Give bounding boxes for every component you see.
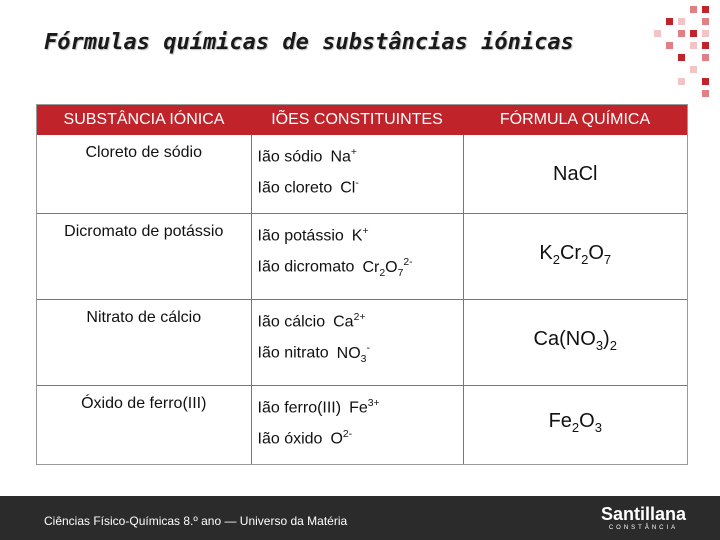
chemical-formula: NaCl xyxy=(463,135,687,214)
header-ions: IÕES CONSTITUINTES xyxy=(251,105,463,135)
ion-symbol: K xyxy=(351,227,363,245)
ion-line xyxy=(258,390,457,421)
ion-name: Ião cálcio xyxy=(257,313,326,331)
ion-charge: - xyxy=(366,343,370,355)
ion-charge: 2+ xyxy=(353,311,366,323)
ion-symbol: O xyxy=(330,430,343,448)
decorative-square xyxy=(690,6,697,13)
decorative-square xyxy=(678,30,685,37)
ion-line xyxy=(258,249,457,287)
ionic-substances-table xyxy=(36,104,688,465)
substance-name: Cloreto de sódio xyxy=(37,135,251,214)
ion-charge: 2- xyxy=(403,257,413,269)
slide-title: Fórmulas químicas de substâncias iónicas xyxy=(44,30,574,55)
decorative-square xyxy=(666,18,673,25)
header-formula: FÓRMULA QUÍMICA xyxy=(463,105,687,135)
constituent-ions xyxy=(251,135,463,214)
ion-name: Ião óxido xyxy=(257,430,323,448)
decorative-square xyxy=(678,78,685,85)
decorative-square xyxy=(690,66,697,73)
decorative-square xyxy=(702,42,709,49)
decorative-square xyxy=(654,30,661,37)
ion-name: Ião ferro(III) xyxy=(257,399,342,417)
ion-charge: + xyxy=(362,226,369,238)
decorative-square xyxy=(702,18,709,25)
ion-charge: - xyxy=(355,178,359,190)
table-header-row xyxy=(37,105,687,135)
ion-symbol: Fe xyxy=(349,399,368,417)
substance-name: Dicromato de potássio xyxy=(37,214,251,300)
decorative-square xyxy=(702,54,709,61)
table-row xyxy=(37,385,687,464)
ion-line xyxy=(258,139,457,170)
constituent-ions xyxy=(251,299,463,385)
ion-symbol: Cl xyxy=(340,179,356,197)
decorative-square xyxy=(690,42,697,49)
constituent-ions xyxy=(251,214,463,300)
footer-text: Ciências Físico-Químicas 8.º ano — Universo da Matéria xyxy=(44,514,348,528)
decorative-square xyxy=(666,42,673,49)
ion-line xyxy=(258,421,457,452)
decorative-square xyxy=(702,30,709,37)
ion-line xyxy=(258,170,457,201)
ion-line xyxy=(258,335,457,373)
ion-charge: 2- xyxy=(342,429,353,441)
chemical-formula: $Ca(NO_3)_2$ xyxy=(463,299,687,385)
decorative-square xyxy=(690,30,697,37)
table-row xyxy=(37,214,687,300)
decorative-square xyxy=(678,18,685,25)
ion-symbol: Na xyxy=(330,148,351,166)
ion-name: Ião nitrato xyxy=(257,344,329,362)
substance-name: Óxido de ferro(III) xyxy=(81,394,207,412)
ion-charge: + xyxy=(350,147,357,158)
decorative-squares xyxy=(614,6,714,101)
ion-name: Ião potássio xyxy=(257,227,344,245)
ion-charge: 3+ xyxy=(367,397,380,409)
table-row xyxy=(37,135,687,214)
ion-symbol: $Cr_2O_7$ xyxy=(362,258,404,279)
header-substance: SUBSTÂNCIA IÓNICA xyxy=(37,105,251,135)
decorative-square xyxy=(702,78,709,85)
decorative-square xyxy=(678,54,685,61)
chemical-formula: $Fe_2O_3$ xyxy=(463,385,687,464)
ion-symbol: Ca xyxy=(333,313,354,331)
substance-name: Nitrato de cálcio xyxy=(37,299,251,385)
ion-name: Ião cloreto xyxy=(257,179,333,197)
ion-symbol: $NO_3$ xyxy=(336,344,367,365)
ion-line xyxy=(258,304,457,335)
table-row xyxy=(37,299,687,385)
decorative-square xyxy=(702,6,709,13)
ion-line xyxy=(258,218,457,249)
ion-name: Ião dicromato xyxy=(257,258,355,276)
brand-name: Santillana xyxy=(600,504,686,524)
constituent-ions xyxy=(251,385,463,464)
footer-bar xyxy=(0,496,720,540)
decorative-square xyxy=(702,90,709,97)
brand-logo xyxy=(601,504,686,531)
brand-subtitle: CONSTÂNCIA xyxy=(608,525,679,531)
chemical-formula: $K_2Cr_2O_7$ xyxy=(463,214,687,300)
ion-name: Ião sódio xyxy=(257,148,323,166)
